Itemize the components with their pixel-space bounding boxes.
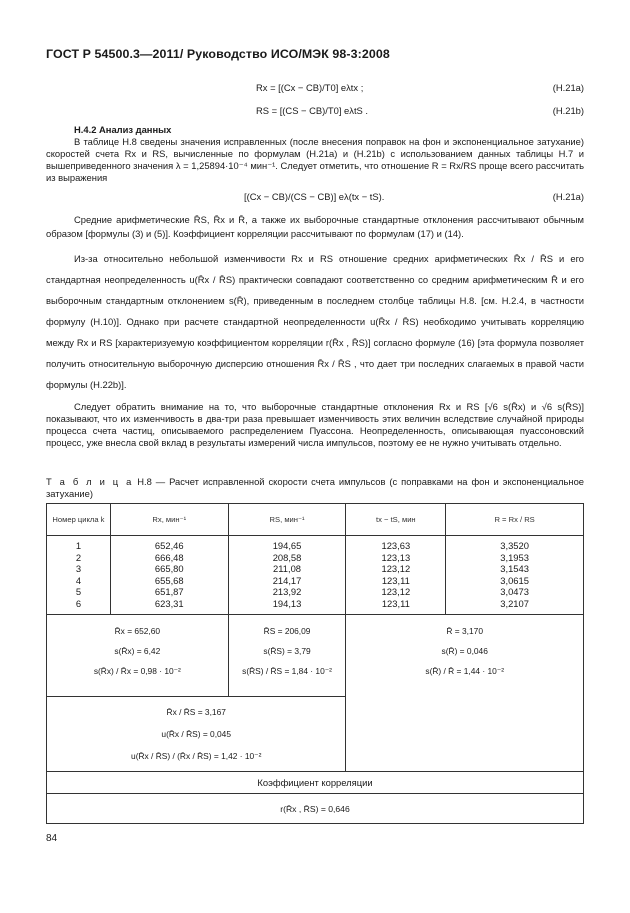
equation-ratio: [(Cx − CB)/(CS − CB)] eλ(tx − tS). [244, 191, 385, 202]
equation-number: (H.21a) [552, 82, 584, 93]
equation-h21b: RS = [(CS − CB)/T0] eλtS . [256, 105, 369, 116]
data-table [46, 503, 584, 824]
table-caption [46, 476, 584, 500]
header-r: R = Rx / RS [446, 504, 584, 536]
document-header: ГОСТ Р 54500.3—2011/ Руководство ИСО/МЭК 98-3:2008 [46, 47, 390, 61]
correlation-label-row [47, 772, 584, 794]
table-header-row [47, 504, 584, 536]
column-r: 3,3520 3,1953 3,1543 3,0615 3,0473 3,2107 [446, 536, 584, 615]
stats-row [47, 615, 584, 697]
paragraph: Следует обратить внимание на то, что выборочные стандартные отклонения Rx и RS [√6 s(R̄x) и √6 s(R̄S)] показывают, что их изменчивость в два-три раза превышает изменчивость этих величин вследствие случайной природы процесса счета частиц, описываемого распределением Пуассона. Неопределенность, описывающая пуассоновский процесс, уже внесла свой вклад в результаты измерений числа импульсов, поэтому ее не нужно учитывать отдельно. [46, 401, 584, 448]
stats-rs: R̄S = 206,09 s(R̄S) = 3,79 s(R̄S) / R̄S = 1,84 · 10⁻² [228, 615, 346, 697]
table-caption-text: Н.8 — Расчет исправленной скорости счета импульсов (с поправками на фон и экспоненциальное затухание) [46, 476, 584, 499]
column-k: 1 2 3 4 5 6 [47, 536, 111, 615]
column-rx: 652,46 666,48 665,80 655,68 651,87 623,31 [110, 536, 228, 615]
paragraph: Из-за относительно небольшой изменчивости Rx и RS отношение средних арифметических R̄x / R̄S и его стандартная неопределенность u(R̄x / R̄S) практически совпадают соответственно со средним арифметическим R̄ и его выборочным стандартным отклонением s(R̄), приведенным в последнем столбце таблицы Н.8. [см. Н.2.4, в частности формулу (Н.10)]. Однако при расчете стандартной неопределенности u(R̄x / R̄S) необходимо учитывать корреляцию между Rx и RS [характеризуемую коэффициентом корреляции r(R̄x , R̄S)] согласно формуле (16) [эта формула позволяет получить относительную выборочную дисперсию отношения R̄x / R̄S , что дает три последних слагаемых в правой части формулы (Н.22b)]. [46, 253, 584, 390]
header-rs: RS, мин⁻¹ [228, 504, 346, 536]
column-dt: 123,63 123,13 123,12 123,11 123,12 123,11 [346, 536, 446, 615]
equation-h21a: Rx = [(Cx − CB)/T0] eλtx ; [256, 82, 364, 93]
table-caption-lead: Т а б л и ц а [46, 476, 134, 487]
column-rs: 194,65 208,58 211,08 214,17 213,92 194,13 [228, 536, 346, 615]
correlation-value: r(R̄x , R̄S) = 0,646 [47, 794, 584, 824]
table-data-row [47, 536, 584, 615]
page-number: 84 [46, 833, 58, 844]
section-title: Н.4.2 Анализ данных [74, 124, 172, 135]
paragraph: В таблице Н.8 сведены значения исправленных (после внесения поправок на фон и экспоненциальное затухание) скоростей счета Rx и RS, вычисленные по формулам (Н.21a) и (Н.21b) с использованием данных таблицы Н.7 и вышеприведенного значения λ = 1,25894·10⁻⁴ мин⁻¹. Следует отметить, что отношение R = Rx/RS проще всего рассчитать из выражения [46, 136, 584, 183]
stats-ratio: R̄x / R̄S = 3,167 u(R̄x / R̄S) = 0,045 u(R̄x / R̄S) / (R̄x / R̄S) = 1,42 · 10⁻² [47, 697, 346, 772]
header-cycle: Номер цикла k [47, 504, 111, 536]
header-dt: tx − tS, мин [346, 504, 446, 536]
stats-r: R̄ = 3,170 s(R̄) = 0,046 s(R̄) / R̄ = 1,44 · 10⁻² [346, 615, 584, 772]
paragraph: Средние арифметические R̄S, R̄x и R̄, а также их выборочные стандартные отклонения рассчитывают обычным образом [формулы (3) и (5)]. Коэффициент корреляции рассчитывают по формулам (17) и (14). [46, 214, 584, 239]
equation-number: (H.21a) [552, 191, 584, 202]
header-rx: Rx, мин⁻¹ [110, 504, 228, 536]
correlation-label: Коэффициент корреляции [47, 772, 584, 794]
stats-rx: R̄x = 652,60 s(R̄x) = 6,42 s(R̄x) / R̄x = 0,98 · 10⁻² [47, 615, 229, 697]
equation-number: (H.21b) [552, 105, 584, 116]
correlation-value-row [47, 794, 584, 824]
